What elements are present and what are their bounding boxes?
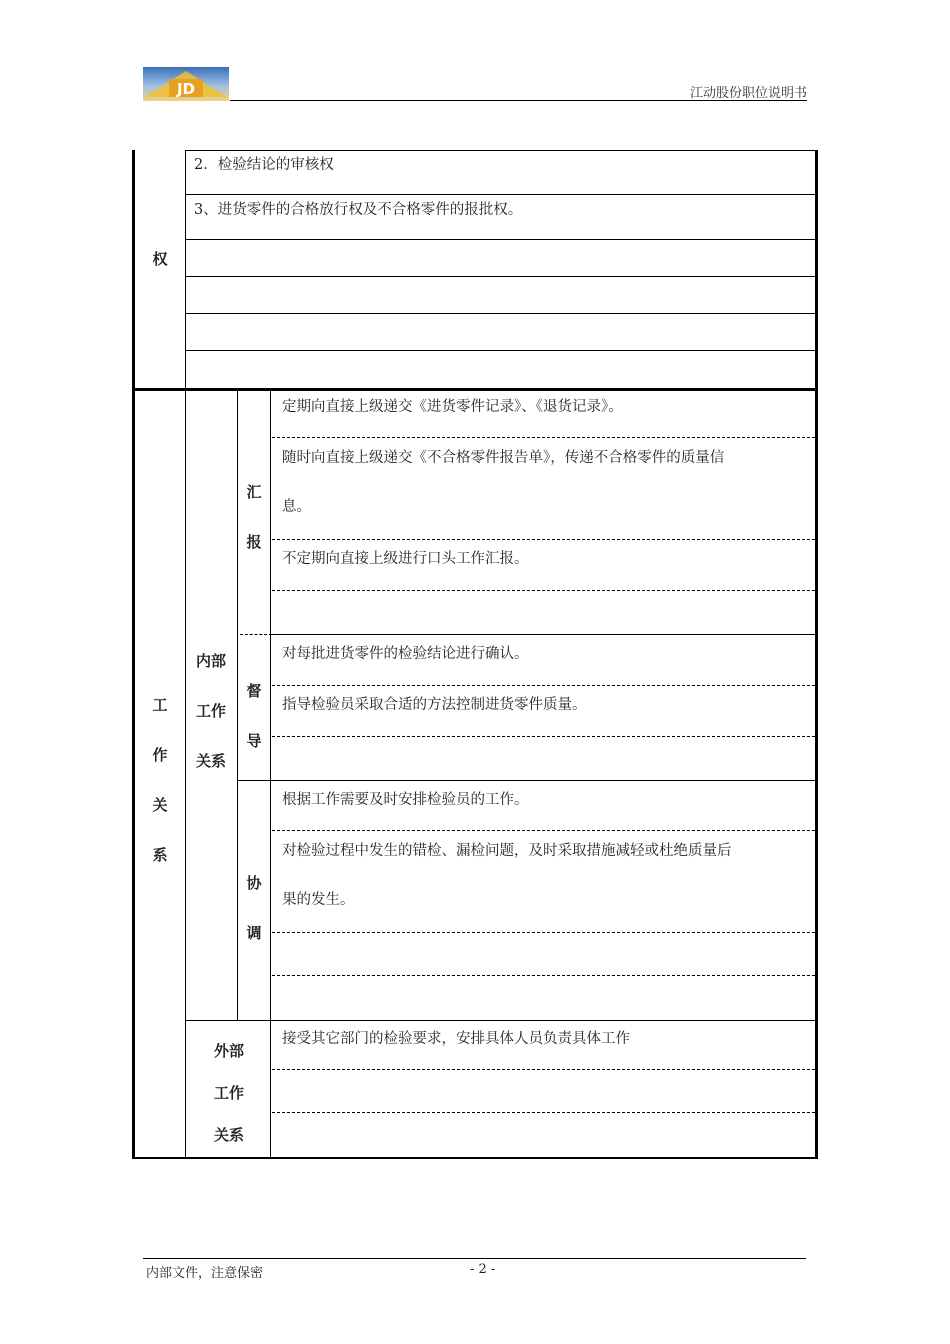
dashed-line — [272, 590, 815, 591]
table-right-border — [815, 150, 818, 1158]
row-line — [185, 313, 815, 314]
dashed-line — [272, 1112, 815, 1113]
dashed-line — [272, 932, 815, 933]
report-item: 不定期向直接上级进行口头工作汇报。 — [282, 551, 529, 567]
dashed-line — [272, 830, 815, 831]
authority-divider — [185, 150, 186, 390]
report-item: 定期向直接上级递交《进货零件记录》、《退货记录》。 — [282, 399, 623, 415]
relations-divider — [185, 390, 186, 1157]
report-item: 息。 — [282, 499, 311, 515]
svg-text:JD: JD — [176, 80, 196, 98]
external-item: 接受其它部门的检验要求，安排具体人员负责具体工作 — [282, 1031, 630, 1047]
row-line — [185, 350, 815, 351]
section-separator — [132, 388, 818, 391]
row-line — [270, 634, 815, 635]
document-title: 江动股份职位说明书 — [689, 86, 807, 101]
internal-relations-label: 内部 工作 关系 — [195, 652, 226, 770]
report-item: 随时向直接上级递交《不合格零件报告单》，传递不合格零件的质量信 — [282, 450, 725, 466]
coordinate-label: 协 调 — [246, 874, 262, 942]
supervise-item: 指导检验员采取合适的方法控制进货零件质量。 — [282, 697, 587, 713]
company-logo — [143, 67, 229, 101]
coordinate-item: 果的发生。 — [282, 892, 355, 908]
dashed-line — [272, 539, 815, 540]
authority-label: 权 — [152, 250, 168, 268]
subcategory-divider — [270, 390, 271, 1157]
row-line — [185, 194, 815, 195]
footer-rule — [143, 1258, 806, 1259]
authority-item: 2．检验结论的审核权 — [194, 157, 334, 173]
page-number: - 2 - — [470, 1262, 496, 1277]
dashed-line — [272, 437, 815, 438]
coordinate-item: 根据工作需要及时安排检验员的工作。 — [282, 792, 529, 808]
row-line — [185, 239, 815, 240]
table-bottom-border — [132, 1157, 818, 1159]
supervise-item: 对每批进货零件的检验结论进行确认。 — [282, 646, 529, 662]
report-label: 汇 报 — [246, 483, 262, 551]
table-top-border — [185, 150, 815, 151]
table-left-border — [132, 150, 135, 1158]
row-line — [185, 276, 815, 277]
confidential-note: 内部文件，注意保密 — [146, 1266, 264, 1281]
work-relations-label: 工 作 关 系 — [152, 696, 168, 864]
dashed-line — [272, 685, 815, 686]
authority-item: 3、进货零件的合格放行权及不合格零件的报批权。 — [194, 202, 523, 218]
external-relations-label: 外部 工作 关系 — [213, 1042, 244, 1144]
dashed-line — [240, 634, 272, 635]
row-line — [185, 1020, 815, 1021]
dashed-line — [272, 1069, 815, 1070]
row-line — [237, 780, 815, 781]
dashed-line — [272, 975, 815, 976]
supervise-label: 督 导 — [246, 682, 262, 750]
coordinate-item: 对检验过程中发生的错检、漏检问题，及时采取措施减轻或杜绝质量后 — [282, 843, 732, 859]
dashed-line — [272, 736, 815, 737]
